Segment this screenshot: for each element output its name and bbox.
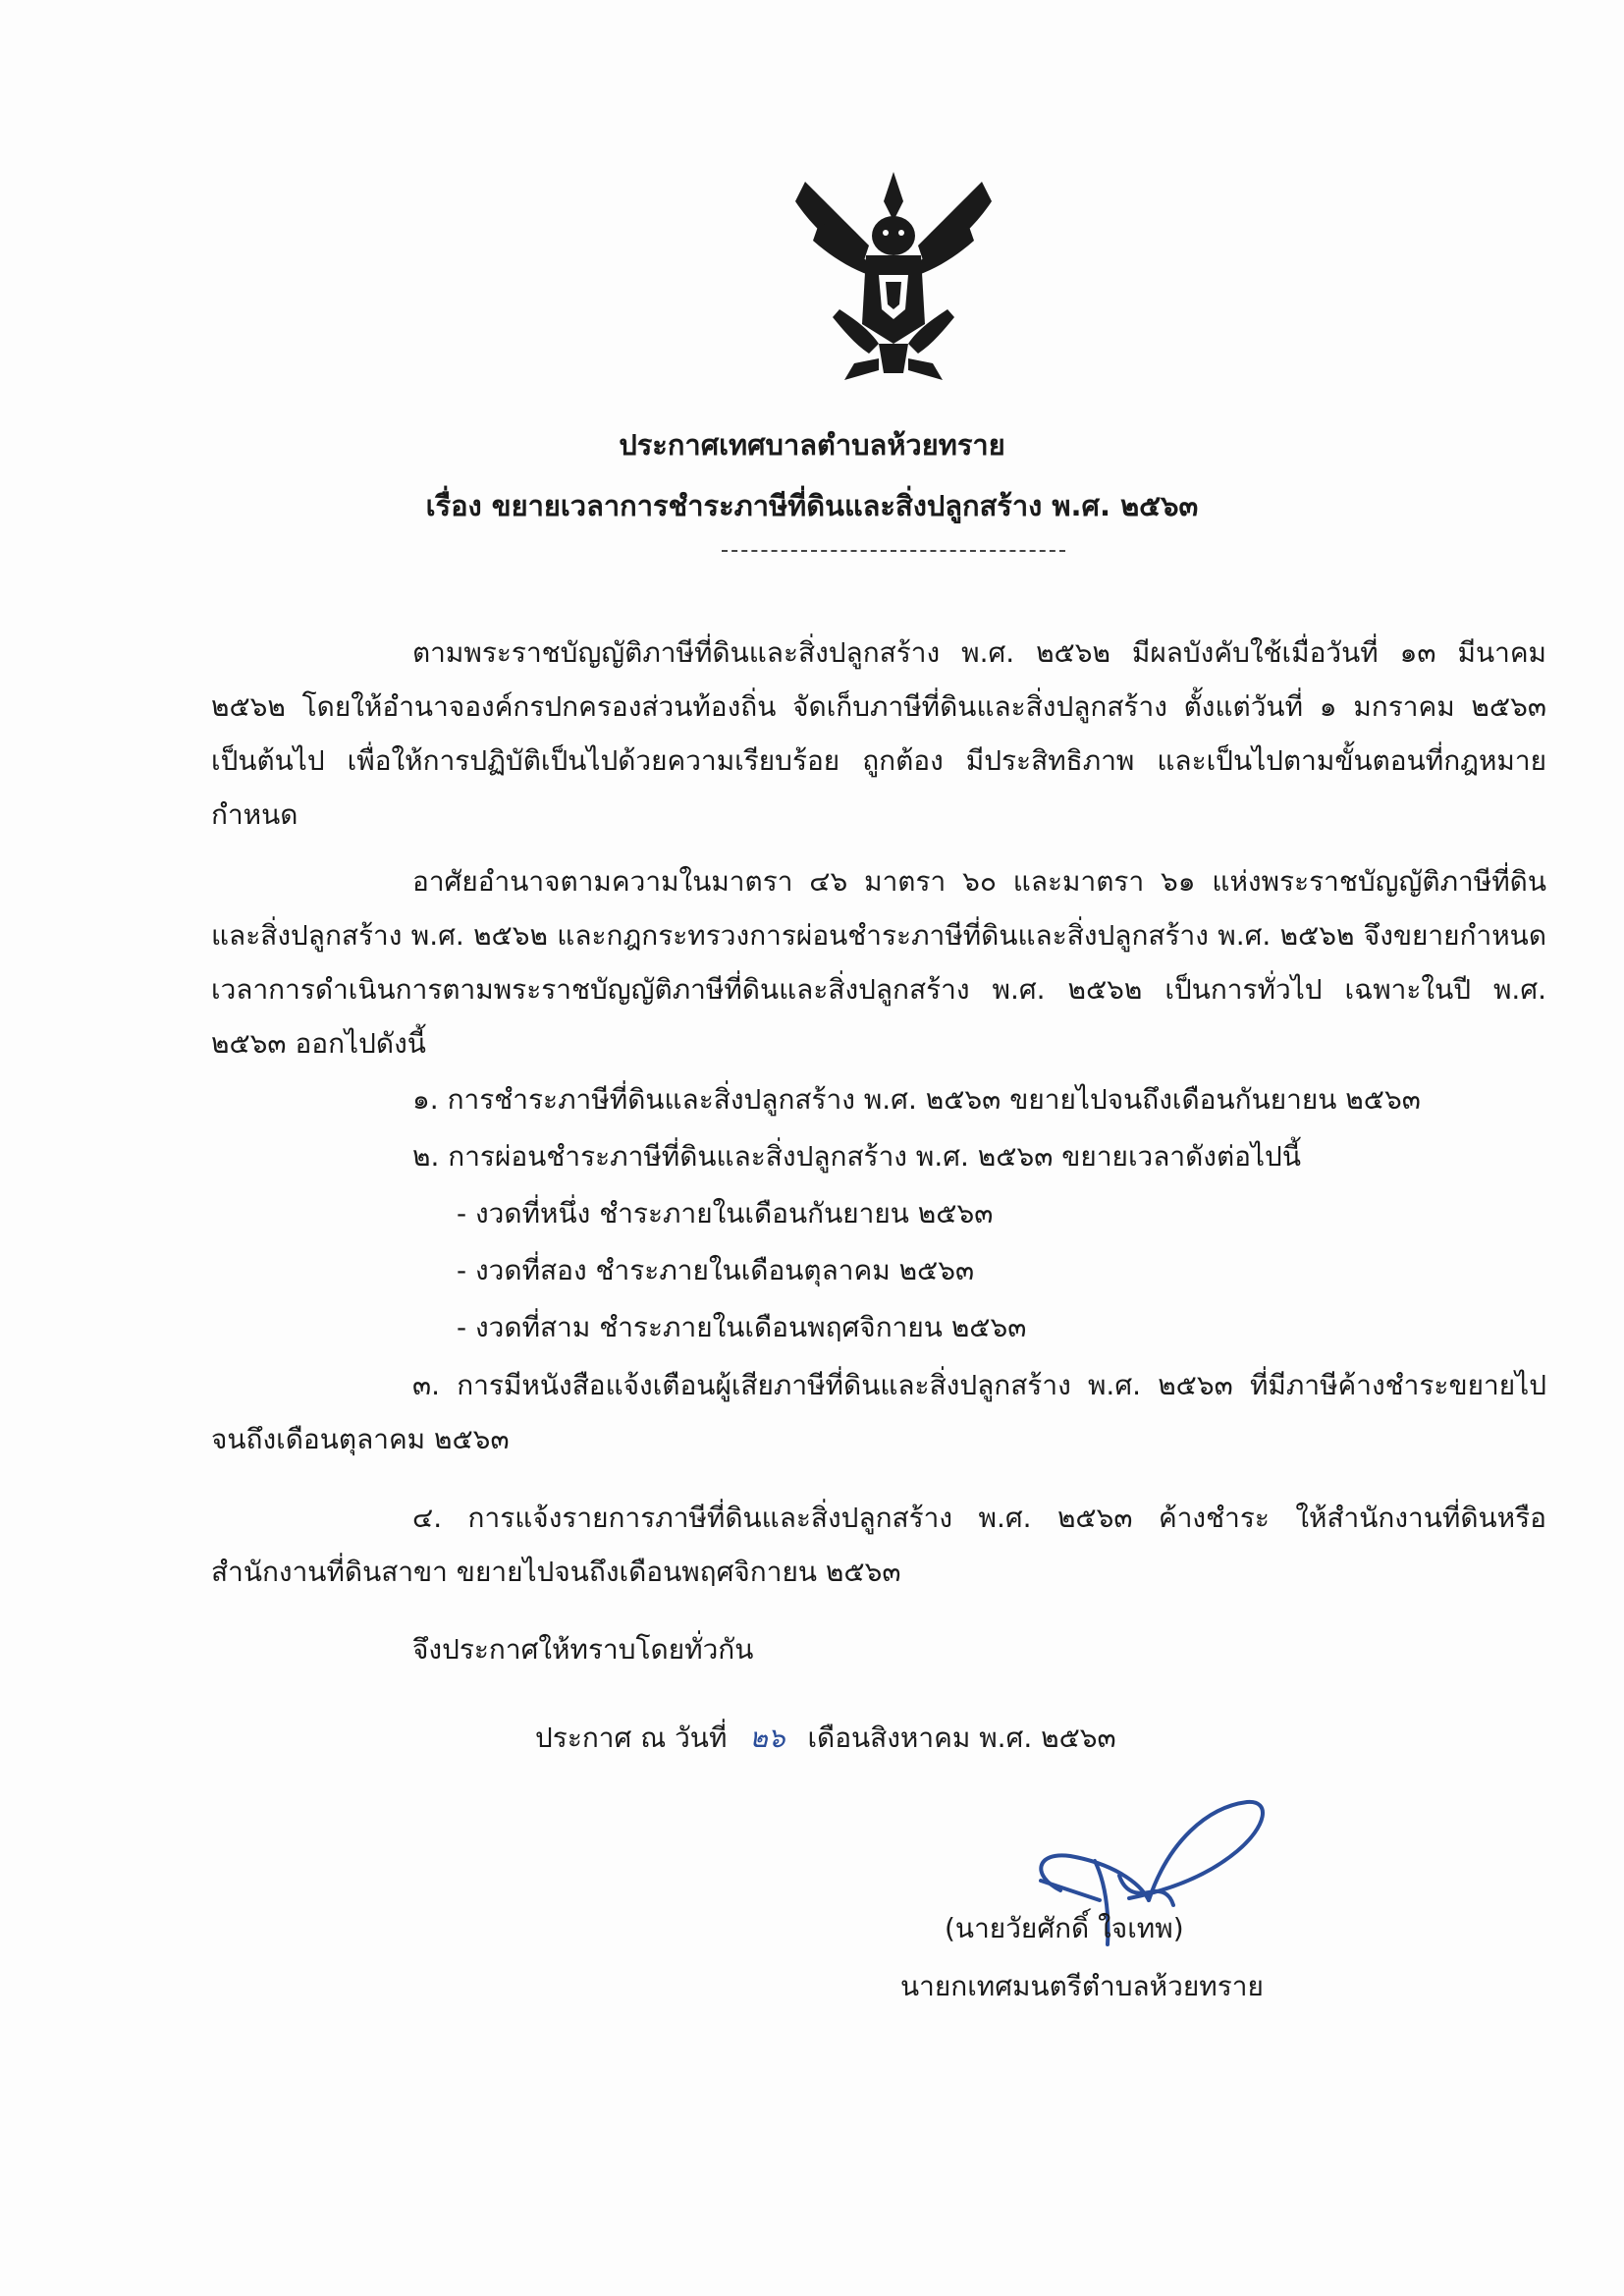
- signatory-name: (นายวัยศักดิ์ ใจเทพ): [945, 1912, 1184, 1944]
- sub-item-1: - งวดที่หนึ่ง ชำระภายในเดือนกันยายน ๒๕๖๓: [457, 1197, 994, 1230]
- item-2: ๒. การผ่อนชำระภาษีที่ดินและสิ่งปลูกสร้าง พ.ศ. ๒๕๖๓ ขยายเวลาดังต่อไปนี้: [412, 1140, 1301, 1173]
- dateline-prefix: ประกาศ ณ วันที่: [535, 1722, 728, 1754]
- closing-statement: จึงประกาศให้ทราบโดยทั่วกัน: [412, 1633, 754, 1666]
- sub-item-3: - งวดที่สาม ชำระภายในเดือนพฤศจิกายน ๒๕๖๓: [457, 1311, 1027, 1343]
- dateline: [535, 1719, 1116, 1758]
- paragraph-1: ตามพระราชบัญญัติภาษีที่ดินและสิ่งปลูกสร้าง พ.ศ. ๒๕๖๒ มีผลบังคับใช้เมื่อวันที่ ๑๓ มีนาคม ๒๕๖๒ โดยให้อำนาจองค์กรปกครองส่วนท้องถิ่น จัดเก็บภาษีที่ดินและสิ่งปลูกสร้าง ตั้งแต่วันที่ ๑ มกราคม ๒๕๖๓ เป็นต้นไป เพื่อให้การปฏิบัติเป็นไปด้วยความเรียบร้อย ถูกต้อง มีประสิทธิภาพ และเป็นไปตามขั้นตอนที่กฎหมายกำหนด: [211, 636, 1546, 831]
- signatory-position: นายกเทศมนตรีตำบลห้วยทราย: [900, 1970, 1264, 2002]
- item-3: ๓. การมีหนังสือแจ้งเตือนผู้เสียภาษีที่ดินและสิ่งปลูกสร้าง พ.ศ. ๒๕๖๓ ที่มีภาษีค้างชำระขยายไปจนถึงเดือนตุลาคม ๒๕๖๓: [211, 1369, 1546, 1455]
- item-1: ๑. การชำระภาษีที่ดินและสิ่งปลูกสร้าง พ.ศ. ๒๕๖๓ ขยายไปจนถึงเดือนกันยายน ๒๕๖๓: [412, 1083, 1421, 1116]
- sub-item-2: - งวดที่สอง ชำระภายในเดือนตุลาคม ๒๕๖๓: [457, 1254, 975, 1286]
- item-4: ๔. การแจ้งรายการภาษีที่ดินและสิ่งปลูกสร้าง พ.ศ. ๒๕๖๓ ค้างชำระ ให้สำนักงานที่ดินหรือสำนักงานที่ดินสาขา ขยายไปจนถึงเดือนพฤศจิกายน ๒๕๖๓: [211, 1502, 1546, 1588]
- announcement-subject: เรื่อง ขยายเวลาการชำระภาษีที่ดินและสิ่งปลูกสร้าง พ.ศ. ๒๕๖๓: [425, 489, 1199, 522]
- title-divider: [722, 550, 1065, 552]
- announcement-title: ประกาศเทศบาลตำบลห้วยทราย: [619, 428, 1005, 462]
- dateline-day: ๒๖: [749, 1722, 785, 1754]
- paragraph-2: อาศัยอำนาจตามความในมาตรา ๔๖ มาตรา ๖๐ และมาตรา ๖๑ แห่งพระราชบัญญัติภาษีที่ดินและสิ่งปลูกสร้าง พ.ศ. ๒๕๖๒ และกฎกระทรวงการผ่อนชำระภาษีที่ดินและสิ่งปลูกสร้าง พ.ศ. ๒๕๖๒ จึงขยายกำหนดเวลาการดำเนินการตามพระราชบัญญัติภาษีที่ดินและสิ่งปลูกสร้าง พ.ศ. ๒๕๖๒ เป็นการทั่วไป เฉพาะในปี พ.ศ. ๒๕๖๓ ออกไปดังนี้: [211, 865, 1546, 1060]
- dateline-suffix: เดือนสิงหาคม พ.ศ. ๒๕๖๓: [807, 1722, 1116, 1754]
- garuda-emblem-icon: [785, 162, 1001, 388]
